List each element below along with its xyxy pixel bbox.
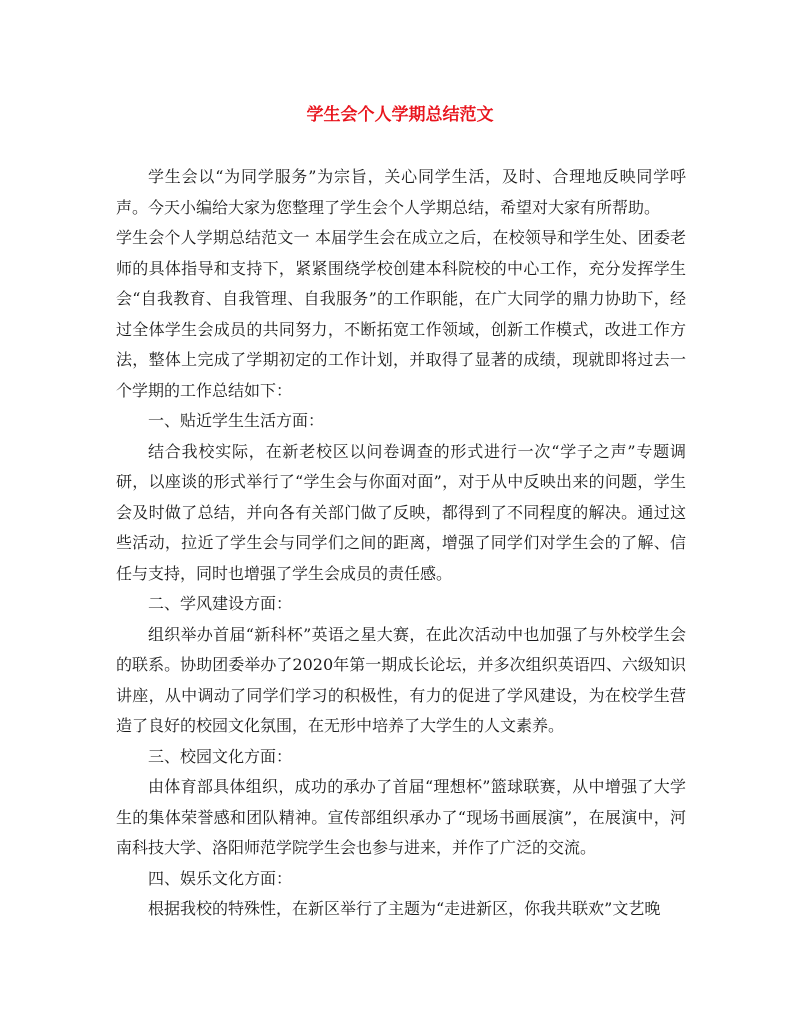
section-body-study-style: 组织举办首届“新科杯”英语之星大赛，在此次活动中也加强了与外校学生会的联系。协助团委举办了2020年第一期成长论坛，并多次组织英语四、六级知识讲座，从中调动了同学们学习的积极性，有力的促进了学风建设，为在校学生营造了良好的校园文化氛围，在无形中培养了大学生的人文素养。 (116, 624, 686, 735)
section-body-student-life: 结合我校实际，在新老校区以问卷调查的形式进行一次“学子之声”专题调研，以座谈的形式举行了“学生会与你面对面”，对于从中反映出来的问题，学生会及时做了总结，并向各有关部门做了反映，都得到了不同程度的解决。通过这些活动，拉近了学生会与同学们之间的距离，增强了同学们对学生会的了解、信任与支持，同时也增强了学生会成员的责任感。 (116, 441, 686, 583)
document-body (116, 162, 686, 925)
section-body-entertainment: 根据我校的特殊性，在新区举行了主题为“走进新区，你我共联欢”文艺晚 (148, 899, 661, 918)
section-heading-campus-culture: 三、校园文化方面： (148, 746, 293, 766)
section-heading-entertainment: 四、娱乐文化方面： (148, 868, 293, 888)
document-title: 学生会个人学期总结范文 (306, 105, 494, 125)
section-body-campus-culture: 由体育部具体组织，成功的承办了首届“理想杯”篮球联赛，从中增强了大学生的集体荣誉感和团队精神。宣传部组织承办了“现场书画展演”，在展演中，河南科技大学、洛阳师范学院学生会也参与进来，并作了广泛的交流。 (116, 777, 686, 857)
intro-paragraph: 学生会以“为同学服务”为宗旨，关心同学生活，及时、合理地反映同学呼声。今天小编给大家为您整理了学生会个人学期总结，希望对大家有所帮助。 (116, 167, 686, 217)
section-heading-student-life: 一、贴近学生生活方面： (148, 411, 325, 430)
summary-paragraph: 学生会个人学期总结范文一 本届学生会在成立之后，在校领导和学生处、团委老师的具体指导和支持下，紧紧围绕学校创建本科院校的中心工作，充分发挥学生会“自我教育、自我管理、自我服务”的工作职能，在广大同学的鼎力协助下，经过全体学生会成员的共同努力，不断拓宽工作领域，创新工作模式，改进工作方法，整体上完成了学期初定的工作计划，并取得了显著的成绩，现就即将过去一个学期的工作总结如下： (116, 228, 686, 400)
section-heading-study-style: 二、学风建设方面： (148, 594, 293, 613)
